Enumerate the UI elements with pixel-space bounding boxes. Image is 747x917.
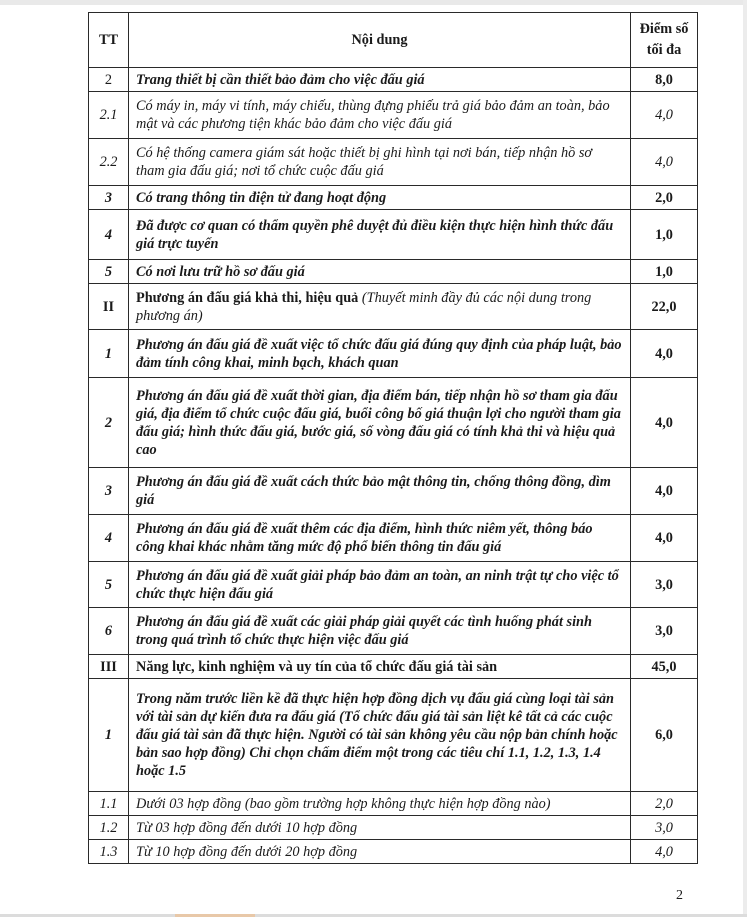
section-title: Phương án đấu giá khả thi, hiệu quả (136, 289, 359, 306)
row-content: Có hệ thống camera giám sát hoặc thiết bị ghi hình tại nơi bán, tiếp nhận hồ sơ tham gia đấu giá; nơi tổ chức cuộc đấu giá (129, 139, 631, 186)
row-tt: 3 (89, 468, 129, 515)
table-row (89, 655, 698, 679)
row-content: Phương án đấu giá đề xuất thời gian, địa điểm bán, tiếp nhận hồ sơ tham gia đấu giá, địa điểm tổ chức cuộc đấu giá, buổi công bố giá thuận lợi cho người tham gia đấu giá; hình thức đấu giá, bước giá, số vòng đấu giá có tính khả thi và hiệu quả cao (129, 378, 631, 468)
row-content: Có trang thông tin điện tử đang hoạt động (129, 186, 631, 210)
row-score: 1,0 (631, 210, 698, 260)
row-content: Trang thiết bị cần thiết bảo đảm cho việc đấu giá (129, 68, 631, 92)
row-score: 4,0 (631, 378, 698, 468)
table-row (89, 284, 698, 330)
header-max-score (631, 13, 698, 68)
scoring-table (88, 12, 698, 864)
scan-edge-top (0, 0, 747, 5)
row-content: Từ 03 hợp đồng đến dưới 10 hợp đồng (129, 816, 631, 840)
row-score: 3,0 (631, 562, 698, 608)
row-tt: 2.1 (89, 92, 129, 139)
table-row (89, 816, 698, 840)
table-row (89, 792, 698, 816)
row-tt: 1.1 (89, 792, 129, 816)
row-tt: 1 (89, 679, 129, 792)
row-content: Năng lực, kinh nghiệm và uy tín của tổ chức đấu giá tài sản (129, 655, 631, 679)
row-content: Dưới 03 hợp đồng (bao gồm trường hợp không thực hiện hợp đồng nào) (129, 792, 631, 816)
row-tt: 1.2 (89, 816, 129, 840)
row-score: 4,0 (631, 330, 698, 378)
row-score: 6,0 (631, 679, 698, 792)
row-content: Phương án đấu giá đề xuất các giải pháp giải quyết các tình huống phát sinh trong quá trình tổ chức thực hiện việc đấu giá (129, 608, 631, 655)
header-tt: TT (89, 13, 129, 68)
row-score: 22,0 (631, 284, 698, 330)
table-row (89, 608, 698, 655)
row-score: 4,0 (631, 139, 698, 186)
table-row (89, 840, 698, 864)
row-tt: III (89, 655, 129, 679)
table-row (89, 92, 698, 139)
header-score-line1: Điểm số (639, 21, 689, 37)
table-row (89, 186, 698, 210)
row-content: Phương án đấu giá đề xuất thêm các địa điểm, hình thức niêm yết, thông báo công khai khác nhằm tăng mức độ phổ biến thông tin đấu giá (129, 515, 631, 562)
row-content: Có máy in, máy vi tính, máy chiếu, thùng đựng phiếu trả giá bảo đảm an toàn, bảo mật và các phương tiện khác bảo đảm cho việc đấu giá (129, 92, 631, 139)
row-score: 3,0 (631, 816, 698, 840)
table-row (89, 468, 698, 515)
header-content: Nội dung (129, 13, 631, 68)
page-number: 2 (676, 888, 683, 903)
row-content (129, 284, 631, 330)
table-row (89, 515, 698, 562)
row-score: 45,0 (631, 655, 698, 679)
table-row (89, 210, 698, 260)
scan-edge-right (743, 0, 747, 917)
row-score: 1,0 (631, 260, 698, 284)
table-row (89, 378, 698, 468)
row-content: Trong năm trước liền kề đã thực hiện hợp đồng dịch vụ đấu giá cùng loại tài sản với tài sản dự kiến đưa ra đấu giá (Tổ chức đấu giá tài sản liệt kê tất cả các cuộc đấu giá tài sản đã thực hiện. Người có tài sản không yêu cầu nộp bản chính hoặc bản sao hợp đồng) Chỉ chọn chấm điểm một trong các tiêu chí 1.1, 1.2, 1.3, 1.4 hoặc 1.5 (129, 679, 631, 792)
table-row (89, 562, 698, 608)
row-tt: 2 (89, 68, 129, 92)
table-row (89, 260, 698, 284)
row-score: 4,0 (631, 92, 698, 139)
table-row (89, 68, 698, 92)
row-tt: 5 (89, 562, 129, 608)
row-score: 2,0 (631, 186, 698, 210)
row-tt: 4 (89, 210, 129, 260)
row-score: 4,0 (631, 515, 698, 562)
row-tt: 4 (89, 515, 129, 562)
row-tt: II (89, 284, 129, 330)
row-tt: 2 (89, 378, 129, 468)
row-tt: 1 (89, 330, 129, 378)
row-score: 8,0 (631, 68, 698, 92)
row-tt: 3 (89, 186, 129, 210)
row-score: 4,0 (631, 840, 698, 864)
row-content: Từ 10 hợp đồng đến dưới 20 hợp đồng (129, 840, 631, 864)
section-note: (Thuyết minh đầy đủ các nội dung trong phương án) (136, 289, 592, 324)
row-score: 2,0 (631, 792, 698, 816)
row-score: 4,0 (631, 468, 698, 515)
row-content: Phương án đấu giá đề xuất việc tổ chức đấu giá đúng quy định của pháp luật, bảo đảm tính công khai, minh bạch, khách quan (129, 330, 631, 378)
row-tt: 1.3 (89, 840, 129, 864)
row-tt: 6 (89, 608, 129, 655)
row-tt: 2.2 (89, 139, 129, 186)
header-score-line2: tối đa (646, 42, 682, 58)
row-content: Phương án đấu giá đề xuất giải pháp bảo đảm an toàn, an ninh trật tự cho việc tổ chức thực hiện đấu giá (129, 562, 631, 608)
table-row (89, 330, 698, 378)
table-header-row (89, 13, 698, 68)
row-content: Có nơi lưu trữ hồ sơ đấu giá (129, 260, 631, 284)
row-content: Phương án đấu giá đề xuất cách thức bảo mật thông tin, chống thông đồng, dìm giá (129, 468, 631, 515)
row-score: 3,0 (631, 608, 698, 655)
table-row (89, 139, 698, 186)
row-content: Đã được cơ quan có thẩm quyền phê duyệt đủ điều kiện thực hiện hình thức đấu giá trực tuyến (129, 210, 631, 260)
row-tt: 5 (89, 260, 129, 284)
table-row (89, 679, 698, 792)
